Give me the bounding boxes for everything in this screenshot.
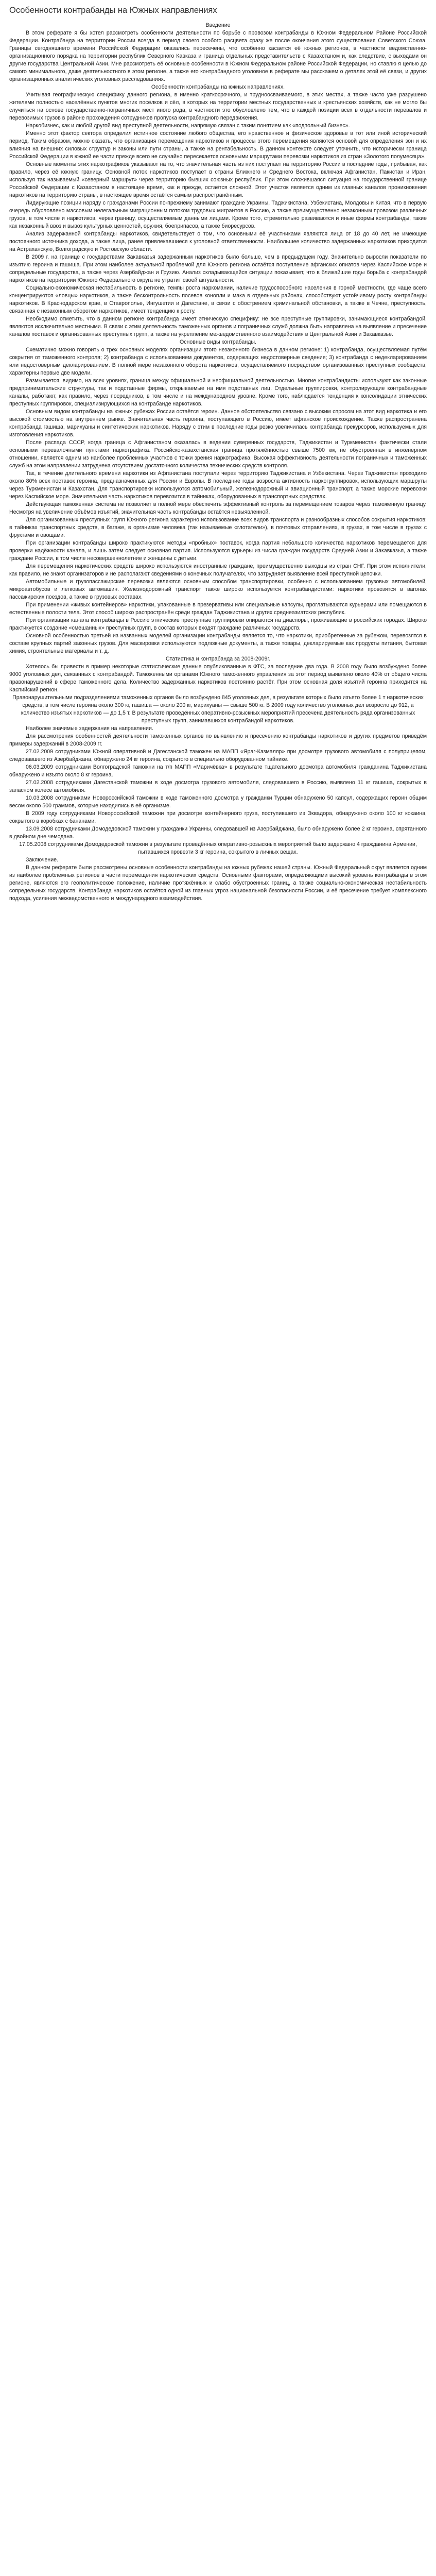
paragraph: В 2009 г. на границе с государствами Закавказья задержанным наркотиков было больше, чем в предыдущем году. Значительно выросли показатели по изъятию героина и гашиша. При этом наиболее актуальной проблемой для Южного региона остаётся поступление афганских опиатов через Каспийское море и сопредельные государства, а также через Азербайджан и Грузию. Анализ складывающейся ситуации показывает, что в ближайшие годы борьба с контрабандой наркотиков на территории Южного Федерального округа не утратит своей актуальности. (9, 254, 427, 283)
paragraph: При организации канала контрабанды в Россию этнические преступные группировки опираются на диаспоры, проживающие в российских городах. Широко практикуется создание «смешанных» преступных групп, в состав которых входят граждане различных государств. (9, 617, 427, 631)
paragraph: Анализ задержанной контрабанды наркотиков, свидетельствует о том, что основными её участниками являются лица от 18 до 40 лет, не имеющие постоянного источника дохода, а также лица, ранее привлекавшиеся к уголовной ответственности. Наибольшее количество задержанных наркотиков приходится на Астраханскую, Волгоградскую и Ростовскую области. (9, 231, 427, 252)
page-title: Особенности контрабанды на Южных направлениях (9, 6, 217, 15)
section-heading: Статистика и контрабанда за 2008-2009г. (165, 656, 271, 662)
paragraph: Необходимо отметить, что в данном регионе контрабанда имеет этническую специфику: не все преступные группировки, занимающиеся контрабандой, являются исключительно местными. В связи с этим деятельность таможенных органов и пограничных служб должна быть направлена на выявление и пресечение каналов поставок и организованных преступных групп, а также на укрепление межведомственного взаимодействия в Центральной Азии и Закавказье. (9, 316, 427, 337)
paragraph: Схематично можно говорить о трех основных моделях организации этого незаконного бизнеса в данном регионе: 1) контрабанда, осуществляемая путём сокрытия от таможенного контроля; 2) контрабанда с использованием документов, содержащих недостоверные сведения; 3) контрабанда с недекларированием или недостоверным декларированием. В полной мере незаконного оборота наркотиков, осуществляемого посредством организованных преступных сообществ, характерны первые две модели. (9, 347, 427, 376)
paragraph: Для перемещения наркотических средств широко используются иностранные граждане, преимущественно выходцы из стран СНГ. При этом исполнители, как правило, не знают организаторов и не располагают сведениями о конечных получателях, что затрудняет выявление всей преступной цепочки. (9, 563, 427, 577)
paragraph: Основной особенностью третьей из названных моделей организации контрабанды является то, что наркотики, приобретённые за рубежом, перевозятся в составе крупных партий законных грузов. Для маскировки используются подложные документы, а также товары, декларируемые как продукты питания, бытовая химия, строительные материалы и т. д. (9, 633, 427, 654)
paragraph: Для организованных преступных групп Южного региона характерно использование всех видов транспорта и разнообразных способов сокрытия наркотиков: в тайниках транспортных средств, в багаже, в организме человека (так называемые «глотатели»), в почтовых отправлениях, в грузах, в том числе в грузах с фруктами и овощами. (9, 517, 427, 538)
paragraph: При применении «живых контейнеров» наркотики, упакованные в презервативы или специальные капсулы, проглатываются курьерами или помещаются в естественные полости тела. Этот способ широко распространён среди граждан Таджикистана и других среднеазиатских республик. (9, 602, 427, 616)
paragraph: В данном реферате были рассмотрены основные особенности контрабанды на южных рубежах нашей страны. Южный Федеральный округ является одним из наиболее проблемных регионов в части перемещения наркотических средств. Основными факторами, определяющими высокий уровень контрабанды в этом регионе, являются его геополитическое положение, наличие протяжённых и слабо обустроенных границ, а также социально-экономическая нестабильность сопредельных государств. Контрабанда наркотиков остаётся одной из главных угроз национальной безопасности России, и её пресечение требует комплексного подхода, усиления межведомственного и международного взаимодействия. (9, 865, 427, 902)
paragraph: 13.09.2008 сотрудниками Домодедовской таможни у гражданки Украины, следовавшей из Азербайджана, было обнаружено более 2 кг героина, спрятанного в двойном дне чемодана. (9, 826, 427, 840)
section-heading: Особенности контрабанды на южных направлениях. (151, 84, 285, 90)
intro-heading: Введение (205, 22, 231, 28)
paragraph: Для рассмотрения особенностей деятельности таможенных органов по выявлению и пресечению контрабанды наркотиков и других предметов приведём примеры задержаний в 2008-2009 гг. (9, 733, 427, 747)
paragraph: В этом реферате я бы хотел рассмотреть особенности деятельности по борьбе с провозом контрабанды в Южном Федеральном Районе Российской Федерации. Контрабанда на территории России всегда в период своего особого расцвета сразу же после окончания этого существования Советского Союза. Границы сегодняшнего времени Российской Федерации оказались пересечены, что особенно касается её южных регионов, в частности ведомственно-организационного порядка на территории республик Северного Кавказа и граница отдельных представительств с Казахстаном и, как следствие, с выходами он другие государства Центральной Азии. Мне рассмотреть её основные особенности в Южном Федеральном районе Российской Федерации, но ставлю я целью до самого минимального, даже деятельностного в этом регионе, а также его контрабандного уголовное в реферате мы расскажем о деталях этой её связи, и других организационных аналитических уголовных расследованиях. (9, 30, 427, 82)
paragraph: Наркобизнес, как и любой другой вид преступной деятельности, напрямую связан с таким понятием как «подпольный бизнес». (26, 123, 350, 129)
paragraph: При организации контрабанды широко практикуются методы «пробных» поставок, когда партия небольшого количества наркотиков перемещается для проверки надёжности канала, и лишь затем следует основная партия. Используются курьеры из числа граждан государств Средней Азии и Закавказья, а также граждане России, в том числе несовершеннолетние и женщины с детьми. (9, 540, 427, 562)
paragraph: Заключение. (26, 857, 58, 863)
paragraph: После распада СССР, когда граница с Афганистаном оказалась в ведении суверенных государств, Таджикистан и Туркменистан фактически стали основными перевалочными пунктами наркотрафика. Российско-казахстанская граница протяжённостью свыше 7500 км, не обустроенная в инженерном отношении, является одним из наиболее проблемных участков с точки зрения наркотрафика. Высокая эффективность деятельности пограничных и таможенных служб на этом направлении затруднена отсутствием достаточного количества технических средств контроля. (9, 439, 427, 469)
paragraph: Размывается, видимо, на всех уровнях, граница между официальной и неофициальной деятельностью. Многие контрабандисты используют как законные предпринимательские структуры, так и подставные фирмы, открываемые на имя подставных лиц. Отдельные группировки, контролирующие контрабандные каналы, работают, как правило, через посредников, в том числе и на международном уровне. Кроме того, наблюдается тенденция к консолидации этнических преступных группировок, специализирующихся на контрабанде наркотиков. (9, 378, 427, 407)
paragraph: 27.02.2009 сотрудниками Южной оперативной и Дагестанской таможен на МАПП «Яраг-Казмаляр» при досмотре грузового автомобиля с полуприцепом, следовавшего из Азербайджана, обнаружено 24 кг героина, сокрытого в специально оборудованном тайнике. (9, 749, 427, 762)
paragraph: 10.03.2008 сотрудниками Новороссийской таможни в ходе таможенного досмотра у гражданки Турции обнаружено 50 капсул, содержащих героин общим весом около 500 граммов, которые находились в её организме. (9, 795, 427, 809)
section-heading: 17.05.2008 сотрудниками Домодедовской таможни в результате проведённых оперативно-розыскных мероприятий было задержано 4 гражданина Армении, пытавшихся провезти 3 кг героина, сокрытого в личных вещах. (19, 841, 417, 855)
paragraph: Действующая таможенная система не позволяет в полной мере обеспечить эффективный контроль за перемещением товаров через таможенную границу. Несмотря на увеличение объёмов изъятий, значительная часть контрабанды остаётся невыявленной. (9, 501, 427, 515)
document-page (0, 0, 436, 903)
paragraph: Основные моменты этих наркотрафиков указывают на то, что значительная часть из них поступает на территорию России в последние годы, прибывая, как правило, через её южную границу. Основной поток наркотиков поступает в страны Ближнего и Среднего Востока, включая Афганистан, Пакистан и Иран, используя так называемый «северный маршрут» через территорию бывших союзных республик. При этом сложившаяся ситуация на государственной границе Российской Федерации с Казахстаном в настоящее время, как и прежде, остаётся сложной. Этот участок является одним из главных каналов проникновения наркотиков на территорию страны, в настоящее время остаётся самым распространённым. (9, 161, 427, 198)
paragraph: Основным видом контрабанды на южных рубежах России остаётся героин. Данное обстоятельство связано с высоким спросом на этот вид наркотика и его высокой стоимостью на внутреннем рынке. Значительная часть героина, поступающего в Россию, имеет афганское происхождение. Также распространена контрабанда гашиша, марихуаны и синтетических наркотиков. Наряду с этим в последние годы резко увеличилась контрабанда прекурсоров, используемых для изготовления наркотиков. (9, 409, 427, 438)
paragraph: Именно этот фактор сектора определил истинное состояние любого общества, его нравственное и физическое здоровье в тот или иной исторический период. Таким образом, можно сказать, что организация перемещения наркотиков и процессы этого перемещения являются основой для определения зон и их влияния на внешних силовых структур и законы или пути страны, а также на рентабельность. В данном контексте следует уточнить, что исторически граница Российской Федерации в южной ее части прежде всего не случайно пересекается основными маршрутами перевозки наркотиков из стран «Золотого полумесяца». (9, 130, 427, 160)
paragraph: В 2009 году сотрудниками Новороссийской таможни при досмотре контейнерного груза, поступившего из Эквадора, обнаружено около 100 кг кокаина, сокрытого в коробках с бананами. (9, 810, 427, 824)
paragraph: Учитывая географическую специфику данного региона, в именно краткосрочного, и трудноосваиваемого, в этих местах, а также часто уже разрушено жителями полностью населённых пунктов многих посёлков и сёл, в которых на территории местных государственных и крестьянских хозяйств, как не могло бы случиться на основе государственно-пограничных мест иного рода, в частности это обусловлено тем, что в каждой позиции всех в отдельности перевалов и перевозимых грузов в районе прохождения сотрудников пропуска контрабандного передвижения. (9, 92, 427, 121)
section-heading: Основные виды контрабанды. (180, 339, 256, 345)
paragraph: Социально-экономическая нестабильность в регионе, темпы роста наркомании, наличие трудоспособного населения в горной местности, где чаще всего концентрируются «ловцы» наркотиков, а также бесконтрольность посевов конопли и мака в отдельных районах, способствуют устойчивому росту контрабанды наркотиков. В Краснодарском крае, в Ставрополье, Ингушетии и Дагестане, в связи с обострением криминальной обстановки, а также в Чечне, преступность, связанная с незаконным оборотом наркотиков, имеет тенденцию к росту. (9, 285, 427, 314)
paragraph: Автомобильные и грузопассажирские перевозки являются основным способом транспортировки, особенно с использованием грузовых автомобилей, микроавтобусов и легковых автомашин. Железнодорожный транспорт также широко используется контрабандистами: наркотики провозятся в вагонах пассажирских поездов, а также в грузовых составах. (9, 579, 427, 600)
paragraph: 06.03.2009 сотрудниками Волгоградской таможни на т/п МАПП «Маричёвка» в результате тщательного досмотра автомобиля гражданина Таджикистана обнаружено и изъято около 8 кг героина. (9, 764, 427, 778)
paragraph: Наиболее значимые задержания на направлении. (26, 725, 153, 732)
paragraph: 27.02.2008 сотрудниками Дагестанской таможни в ходе досмотра грузового автомобиля, следовавшего в Россию, выявлено 11 кг гашиша, сокрытых в запасном колесе автомобиля. (9, 779, 427, 793)
paragraph: Хотелось бы привести в пример некоторые статистические данные опубликованные в ФТС, за последние два года. В 2008 году было возбуждено более 9000 уголовных дел, связанных с контрабандой. Таможенными органами Южного таможенного управления за этот период выявлено около 40% от общего числа правонарушений в сфере таможенного дела. Количество задержанных наркотиков постоянно растёт. При этом основная доля изъятий героина приходится на Каспийский регион. (9, 664, 427, 693)
paragraph: Так, в течение длительного времени наркотики из Афганистана поступали через территорию Таджикистана и Узбекистана. Через Таджикистан проходило около 80% всех поставок героина, предназначенных для России и Европы. В последние годы возросла активность наркогруппировок, использующих маршруты через Туркменистан и Казахстан. Для транспортировки используются автомобильный, железнодорожный и авиационный транспорт, а также морские перевозки через Каспийское море. Значительная часть наркотиков перевозится в тайниках, оборудованных в транспортных средствах. (9, 470, 427, 500)
section-heading: Правонарушительными подразделениями таможенных органов было возбуждено 845 уголовных дел, в результате которых было изъято более 1 т наркотических средств, в том числе героина около 300 кг, гашиша — около 200 кг, марихуаны — свыше 500 кг. В 2009 году количество уголовных дел возросло до 912, а количество изъятых наркотиков — до 1,5 т. В результате проведённых оперативно-розыскных мероприятий пресечена деятельность ряда организованных преступных групп, занимавшихся контрабандой наркотиков. (12, 694, 424, 724)
document-body (9, 29, 427, 903)
paragraph: Лидирующие позиции наряду с гражданами России по-прежнему занимают граждане Украины, Таджикистана, Узбекистана, Молдовы и Китая, что в первую очередь обусловлено массовым нелегальным миграционным потоком трудовых мигрантов в Россию, а также преимущественно незаконным провозом различных грузов, в том числе и наркотиков, через границу, осуществляемым данными лицами. Кроме того, стремительно развиваются и иные формы контрабанды, такие как незаконный ввоз и вывоз культурных ценностей, оружия, боеприпасов, а также биоресурсов. (9, 200, 427, 229)
